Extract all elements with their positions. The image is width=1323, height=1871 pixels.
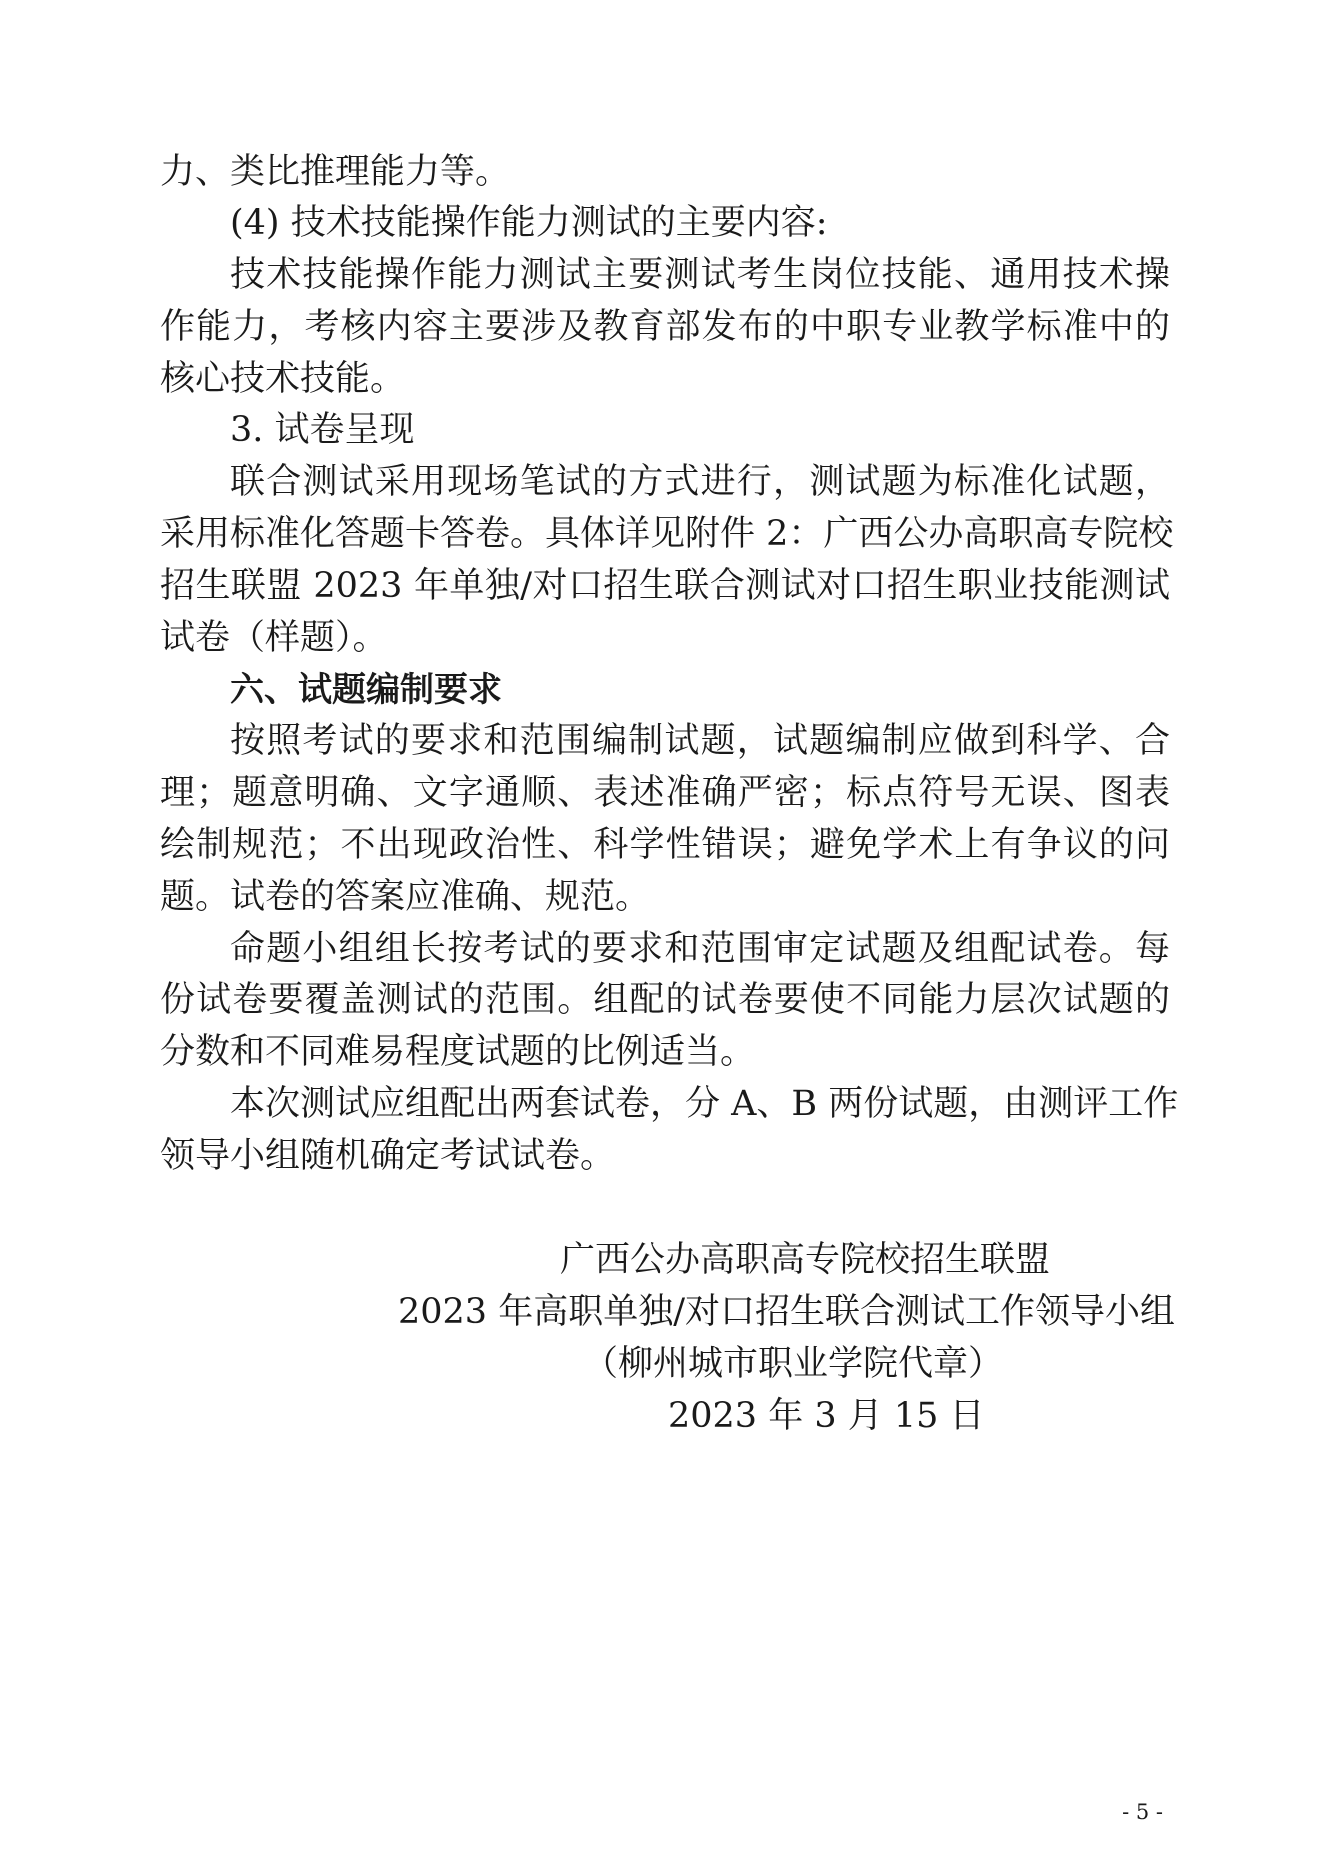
paragraph-line: 招生联盟 2023 年单独/对口招生联合测试对口招生职业技能测试 [160,566,1170,606]
signature-group: 2023 年高职单独/对口招生联合测试工作领导小组 [398,1292,1175,1332]
paragraph-line: 绘制规范；不出现政治性、科学性错误；避免学术上有争议的问 [160,825,1170,865]
paragraph-line: 本次测试应组配出两套试卷，分 A、B 两份试题，由测评工作 [230,1084,1179,1124]
paragraph-line: 理；题意明确、文字通顺、表述准确严密；标点符号无误、图表 [160,773,1170,813]
paragraph-line: 采用标准化答题卡答卷。具体详见附件 2：广西公办高职高专院校 [160,514,1174,554]
paragraph-line: 核心技术技能。 [160,359,406,399]
paragraph-line: 联合测试采用现场笔试的方式进行，测试题为标准化试题， [230,462,1170,502]
paragraph-line: 作能力，考核内容主要涉及教育部发布的中职专业教学标准中的 [160,307,1170,347]
paragraph-line: 题。试卷的答案应准确、规范。 [160,877,651,917]
paragraph-line: 份试卷要覆盖测试的范围。组配的试卷要使不同能力层次试题的 [160,980,1170,1020]
section-heading: 六、试题编制要求 [230,670,502,710]
paragraph-line: 技术技能操作能力测试主要测试考生岗位技能、通用技术操 [230,255,1170,295]
signature-date: 2023 年 3 月 15 日 [668,1396,985,1436]
paragraph-line: 分数和不同难易程度试题的比例适当。 [160,1032,756,1072]
paragraph-line: 按照考试的要求和范围编制试题，试题编制应做到科学、合 [230,721,1170,761]
paragraph-line: 命题小组组长按考试的要求和范围审定试题及组配试卷。每 [230,929,1170,969]
signature-org: 广西公办高职高专院校招生联盟 [560,1240,1051,1280]
paragraph-line: 力、类比推理能力等。 [160,152,511,192]
signature-seal-note: （柳州城市职业学院代章） [583,1344,1004,1384]
subsection-heading: 3. 试卷呈现 [230,410,415,450]
page-number: - 5 - [1122,1800,1163,1824]
paragraph-line: 试卷（样题）。 [160,618,388,658]
paragraph-line: 领导小组随机确定考试试卷。 [160,1136,616,1176]
subsection-heading: (4) 技术技能操作能力测试的主要内容: [230,203,828,243]
